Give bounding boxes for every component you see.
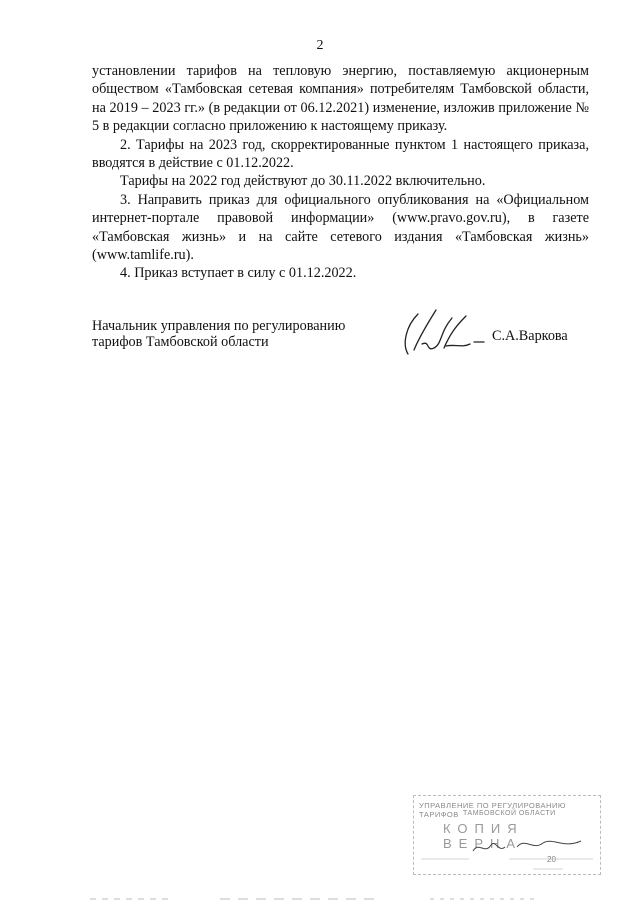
- paragraph-item-4: 4. Приказ вступает в силу с 01.12.2022.: [120, 265, 357, 282]
- stamp-date: 20: [547, 855, 556, 864]
- stamp-organization: УПРАВЛЕНИЕ ПО РЕГУЛИРОВАНИЮ ТАРИФОВ: [419, 801, 566, 819]
- paragraph-continuation: установлении тарифов на тепловую энергию, поставляемую акционерным обществом «Тамбовская сетевая компания» потребителям Тамбовской области, на 2019 – 2023 гг.» (в редакции от 06.12.2021) изменение, изложив приложение № 5 в редакции согласно приложению к настоящему приказу.: [92, 63, 589, 135]
- stamp-signatures: [413, 833, 601, 873]
- handwritten-signature: [396, 304, 486, 364]
- paragraph-item-3: 3. Направить приказ для официального опубликования на «Официальном интернет-портале правовой информации» (www.pravo.gov.ru), в газете «Тамбовская жизнь» и на сайте сетевого издания «Тамбовская жизнь» (www.tamlife.ru).: [92, 191, 589, 264]
- paragraph-tariffs-2022: Тарифы на 2022 год действуют до 30.11.2022 включительно.: [120, 173, 486, 190]
- stamp-region: ТАМБОВСКОЙ ОБЛАСТИ: [463, 810, 556, 817]
- signer-name: С.А.Варкова: [492, 328, 568, 344]
- copy-certification-stamp: [413, 795, 601, 875]
- document-body: [92, 62, 589, 283]
- signer-position-line-2: тарифов Тамбовской области: [92, 334, 269, 350]
- paragraph-item-2: 2. Тарифы на 2023 год, скорректированные пунктом 1 настоящего приказа, вводятся в действие с 01.12.2022.: [92, 136, 589, 172]
- signer-position: [92, 318, 345, 350]
- scan-edge-marks: [0, 896, 640, 902]
- signature-block: [92, 318, 592, 368]
- stamp-copy-mark: КОПИЯ ВЕРНА: [443, 821, 524, 851]
- signer-position-line-1: Начальник управления по регулированию: [92, 318, 346, 334]
- page-number: 2: [316, 38, 324, 53]
